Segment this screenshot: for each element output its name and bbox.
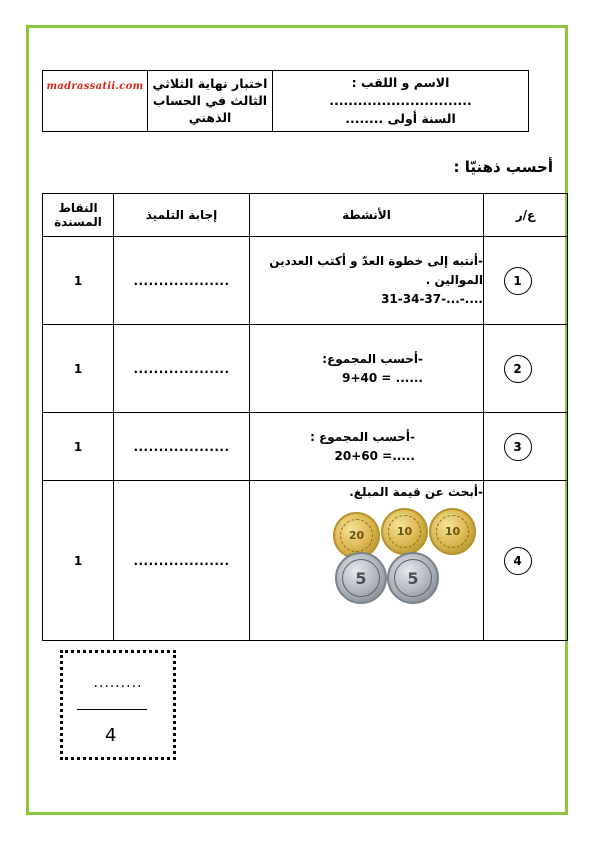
activity-equation: 9+40 = ...... — [342, 370, 423, 385]
points-value: 1 — [43, 413, 114, 481]
name-field[interactable]: .............................. — [329, 93, 472, 108]
exercise-table — [42, 193, 568, 641]
score-denominator: 4 — [105, 725, 117, 746]
answer-field[interactable]: ................... — [114, 237, 250, 325]
table-row — [43, 413, 568, 481]
coin-10-icon: 10 — [381, 508, 428, 555]
row-number-cell — [484, 325, 568, 413]
points-value: 1 — [43, 237, 114, 325]
coin-10-icon: 10 — [429, 508, 476, 555]
coins-image — [333, 508, 483, 600]
score-box — [60, 650, 176, 760]
header-num: ع/ر — [484, 194, 568, 237]
coin-5-icon: 5 — [387, 552, 439, 604]
year-label: السنة أولى ........ — [345, 111, 456, 126]
logo-cell — [43, 71, 148, 131]
points-value: 1 — [43, 481, 114, 641]
table-row — [43, 481, 568, 641]
coin-20-icon: 20 — [333, 512, 380, 559]
activity-line: -أحسب المجموع : — [310, 429, 415, 444]
row-number: 3 — [504, 433, 532, 461]
row-number-cell — [484, 413, 568, 481]
table-header-row — [43, 194, 568, 237]
header-table — [42, 70, 529, 132]
coin-5-icon: 5 — [335, 552, 387, 604]
activity-cell — [250, 413, 484, 481]
activity-cell — [250, 481, 484, 641]
row-number-cell — [484, 237, 568, 325]
answer-field[interactable]: ................... — [114, 413, 250, 481]
row-number: 4 — [504, 547, 532, 575]
activity-line: الموالين . — [425, 273, 483, 287]
header-answer: إجابة التلميذ — [114, 194, 250, 237]
exam-title-line: الذهني — [188, 110, 232, 125]
activity-cell — [250, 237, 484, 325]
activity-line: -أبحث عن قيمة المبلغ. — [349, 485, 483, 499]
answer-field[interactable]: ................... — [114, 481, 250, 641]
name-label: الاسم و اللقب : — [351, 75, 450, 90]
answer-field[interactable]: ................... — [114, 325, 250, 413]
activity-cell — [250, 325, 484, 413]
table-row — [43, 325, 568, 413]
activity-line: -أحسب المجموع: — [322, 351, 423, 366]
row-number: 1 — [504, 267, 532, 295]
exam-title-line: اختبار نهاية الثلاثي — [152, 76, 268, 91]
header-points: النقاط المسندة — [43, 194, 114, 237]
row-number-cell — [484, 481, 568, 641]
header-activities: الأنشطة — [250, 194, 484, 237]
row-number: 2 — [504, 355, 532, 383]
fraction-bar — [77, 709, 147, 710]
exam-title — [148, 71, 273, 131]
instruction: أحسب ذهنيّا : — [453, 158, 553, 176]
activity-sequence: 31-34-37-...-.... — [381, 292, 483, 306]
table-row — [43, 237, 568, 325]
points-value: 1 — [43, 325, 114, 413]
site-logo: madrassatii.com — [46, 81, 144, 92]
score-numerator[interactable]: ......... — [93, 675, 143, 691]
activity-line: -أنتبه إلى خطوة العدّ و أكتب العددين — [269, 254, 483, 268]
activity-equation: 20+60 =..... — [334, 448, 415, 463]
exam-title-line: الثالث في الحساب — [152, 93, 268, 108]
student-info — [273, 71, 528, 131]
